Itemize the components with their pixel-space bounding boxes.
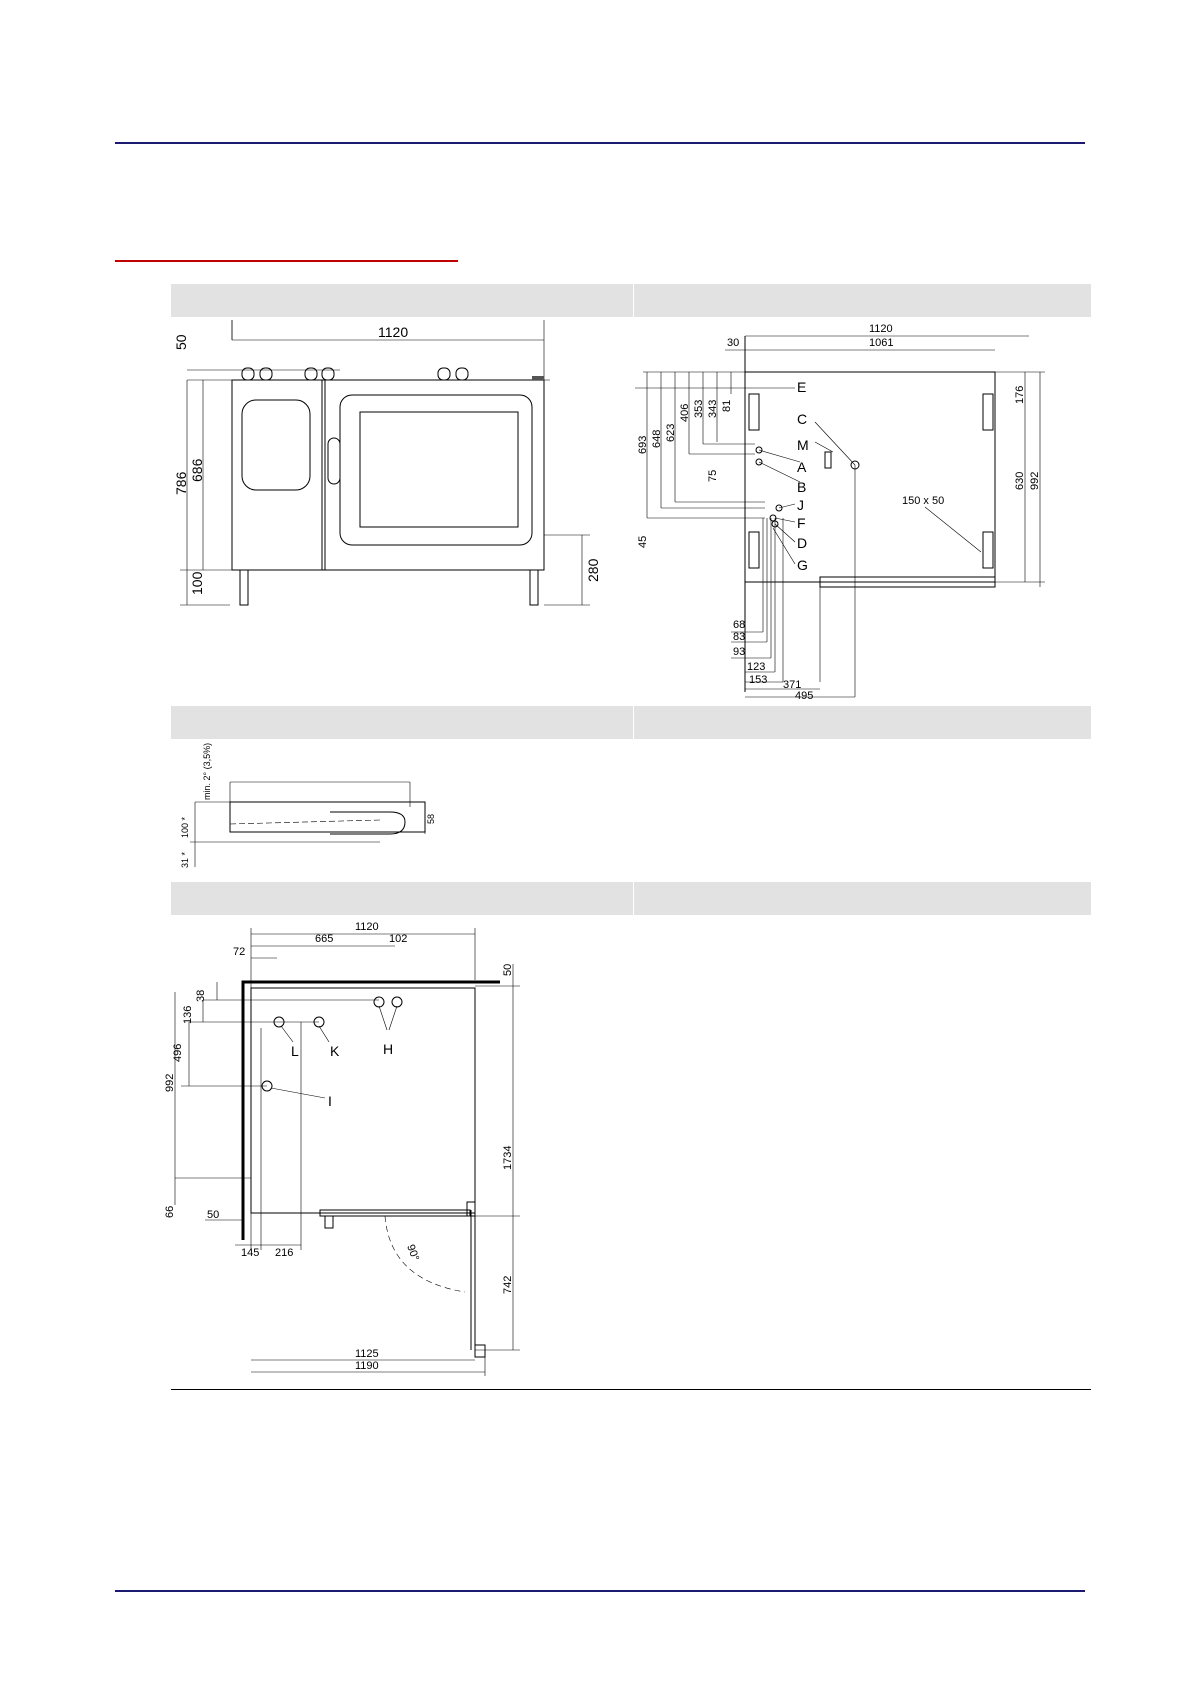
- label-E: E: [797, 379, 807, 395]
- dim-width: 1120: [378, 324, 409, 340]
- section-header-band-3: [171, 882, 1091, 915]
- label-F: F: [797, 515, 806, 531]
- header-rule: [115, 142, 1085, 144]
- dim-648: 648: [651, 429, 663, 448]
- label-K: K: [330, 1043, 340, 1059]
- dim-123: 123: [747, 661, 766, 673]
- dim-d145: 145: [241, 1247, 260, 1259]
- label-I: I: [328, 1093, 332, 1109]
- label-H: H: [383, 1041, 394, 1057]
- dim-153: 153: [749, 674, 768, 686]
- dim-w665: 665: [315, 933, 334, 945]
- dim-height-total: 786: [173, 471, 189, 495]
- dim-630: 630: [1014, 471, 1026, 490]
- label-G: G: [797, 557, 808, 573]
- dim-693: 693: [637, 435, 649, 454]
- dim-h31: 31 *: [180, 851, 190, 868]
- dim-75: 75: [707, 469, 719, 482]
- dim-w102: 102: [389, 933, 408, 945]
- label-J: J: [797, 497, 804, 513]
- dim-495: 495: [795, 690, 814, 702]
- dim-slope: min. 2° (3,5%): [202, 742, 212, 800]
- label-C: C: [797, 411, 808, 427]
- label-M: M: [797, 437, 809, 453]
- dim-623: 623: [665, 423, 677, 442]
- section-end-rule: [171, 1389, 1091, 1390]
- dim-height-body: 686: [189, 458, 205, 482]
- dim-81: 81: [721, 399, 733, 412]
- dim-d50: 50: [502, 963, 514, 976]
- dim-inner-width: 1061: [869, 337, 894, 349]
- section-header-band-1: [171, 284, 1091, 317]
- drain-detail-drawing: [180, 742, 440, 872]
- dim-w1125: 1125: [355, 1348, 379, 1360]
- dim-353: 353: [693, 399, 705, 418]
- connections-top-view-drawing: [635, 322, 1065, 702]
- dim-angle: 90°: [404, 1242, 422, 1263]
- dim-side: 280: [585, 558, 601, 582]
- dim-176: 176: [1014, 385, 1026, 404]
- dim-992: 992: [1029, 471, 1041, 490]
- dim-w1190: 1190: [355, 1360, 379, 1372]
- label-D: D: [797, 535, 808, 551]
- label-A: A: [797, 459, 807, 475]
- dim-vent: 150 x 50: [902, 495, 945, 507]
- dim-w1120: 1120: [355, 921, 379, 933]
- dim-h58: 58: [426, 813, 436, 824]
- dim-45: 45: [637, 535, 649, 548]
- dim-d992: 992: [164, 1073, 176, 1092]
- front-view-drawing: [170, 320, 600, 610]
- floor-plan-drawing: [164, 920, 545, 1380]
- dim-371: 371: [783, 679, 802, 691]
- dim-d66: 66: [164, 1205, 176, 1218]
- label-B: B: [797, 479, 807, 495]
- dim-406: 406: [679, 403, 691, 422]
- dim-d1734: 1734: [502, 1145, 514, 1170]
- dim-h100: 100 *: [180, 816, 190, 838]
- dim-d496: 496: [172, 1043, 184, 1062]
- dim-68: 68: [733, 619, 746, 631]
- section-title-underline: [115, 260, 458, 262]
- section-header-band-2: [171, 706, 1091, 739]
- dim-feet: 100: [189, 571, 205, 595]
- dim-width: 1120: [869, 323, 893, 335]
- dim-w72: 72: [233, 946, 246, 958]
- dim-top: 50: [173, 334, 189, 350]
- dim-d136: 136: [182, 1005, 194, 1024]
- dim-d742: 742: [502, 1275, 514, 1294]
- dim-343: 343: [707, 399, 719, 418]
- dim-d50b: 50: [207, 1209, 220, 1221]
- footer-rule: [115, 1590, 1085, 1592]
- dim-93: 93: [733, 646, 746, 658]
- dim-d38: 38: [195, 989, 207, 1002]
- dim-left: 30: [727, 337, 740, 349]
- dim-d216: 216: [275, 1247, 294, 1259]
- label-L: L: [291, 1043, 299, 1059]
- dim-83: 83: [733, 631, 746, 643]
